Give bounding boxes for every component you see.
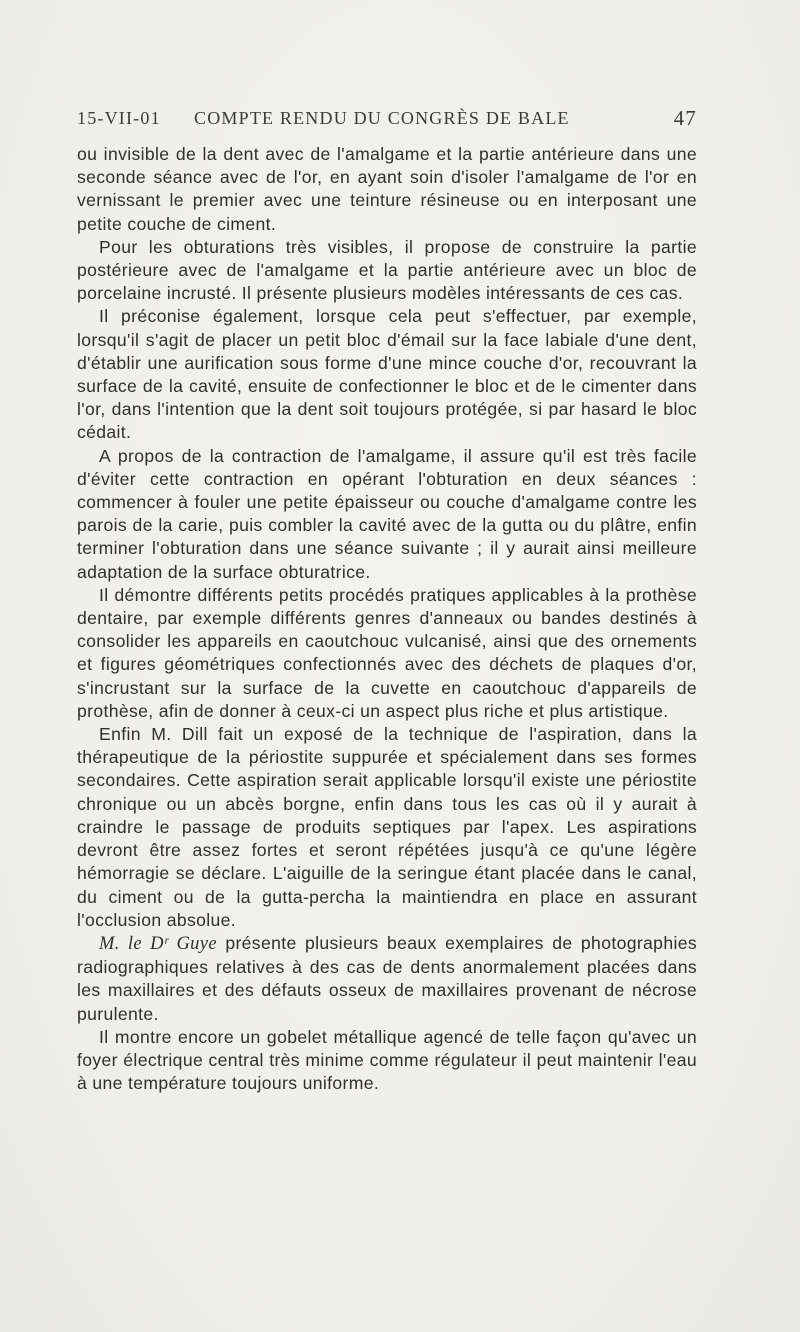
running-head (77, 104, 697, 134)
paragraph (77, 1026, 697, 1096)
paragraph-text: A propos de la contraction de l'amalgame, il assure qu'il est très facile d'éviter cette contraction en opérant l'obturation en deux séances : commencer à fouler une petite épaisseur ou couche d'amalgame contre les parois de la carie, puis combler la cavité avec de la gutta ou du plâtre, enfin terminer l'obturation dans une séance suivante ; il y aurait ainsi meilleure adaptation de la surface obturatrice. (77, 445, 697, 582)
header-date: 15-VII-01 (77, 108, 161, 128)
paragraph (77, 932, 697, 1026)
paragraph-text: Enfin M. Dill fait un exposé de la technique de l'aspiration, dans la thérapeutique de la périostite suppurée et spécialement dans ses formes secondaires. Cette aspiration serait applicable lorsqu'il existe une périostite chronique ou un abcès borgne, enfin dans tous les cas où il y aurait à craindre le passage de produits septiques par l'apex. Les aspirations devront être assez fortes et seront répétées jusqu'à ce qu'une légère hémorragie se déclare. L'aiguille de la seringue étant placée dans le canal, du ciment ou de la gutta-percha la maintiendra en place en assurant l'occlusion absolue. (77, 724, 697, 930)
paragraph-text: Il montre encore un gobelet métallique agencé de telle façon qu'avec un foyer électrique central très minime comme régulateur il peut maintenir l'eau à une température toujours uniforme. (77, 1026, 697, 1094)
header-title: COMPTE RENDU DU CONGRÈS DE BALE (194, 108, 570, 128)
speaker-name: M. le Dʳ Guye (99, 933, 217, 954)
paragraph-text: Pour les obturations très visibles, il propose de construire la partie postérieure avec de l'amalgame et la partie antérieure avec un bloc de porcelaine incrusté. Il présente plusieurs modèles intéressants de ces cas. (77, 236, 697, 304)
paragraph (77, 143, 697, 236)
paragraph-text: Il démontre différents petits procédés pratiques applicables à la prothèse dentaire, par exemple différents genres d'anneaux ou bandes destinés à consolider les appareils en caoutchouc vulcanisé, ainsi que des ornements et figures géométriques confectionnés avec des déchets de plaques d'or, s'incrustant sur la surface de la cuvette en caoutchouc d'appareils de prothèse, afin de donner à ceux-ci un aspect plus riche et plus artistique. (77, 584, 697, 721)
paragraph-text: présente plusieurs beaux exemplaires de photographies radiographiques relatives à des cas de dents anormalement placées dans les maxillaires et des défauts osseux de maxillaires provenant de nécrose purulente. (77, 932, 697, 1024)
paragraph-text: Il préconise également, lorsque cela peut s'effectuer, par exemple, lorsqu'il s'agit de placer un petit bloc d'émail sur la face labiale d'une dent, d'établir une aurification sous forme d'une mince couche d'or, recouvrant la surface de la cavité, ensuite de confectionner le bloc et de le cimenter dans l'or, dans l'intention que la dent soit toujours protégée, si par hasard le bloc cédait. (77, 306, 697, 443)
paragraph (77, 305, 697, 444)
paragraph (77, 584, 697, 723)
paragraph-text: ou invisible de la dent avec de l'amalgame et la partie antérieure dans une seconde séance avec de l'or, en ayant soin d'isoler l'amalgame de l'or en vernissant le premier avec une teinture résineuse ou en interposant une petite couche de ciment. (77, 144, 697, 234)
paragraph (77, 236, 697, 306)
body-text (77, 143, 697, 1095)
page-number: 47 (673, 106, 697, 130)
paragraph (77, 723, 697, 932)
paragraph (77, 445, 697, 584)
